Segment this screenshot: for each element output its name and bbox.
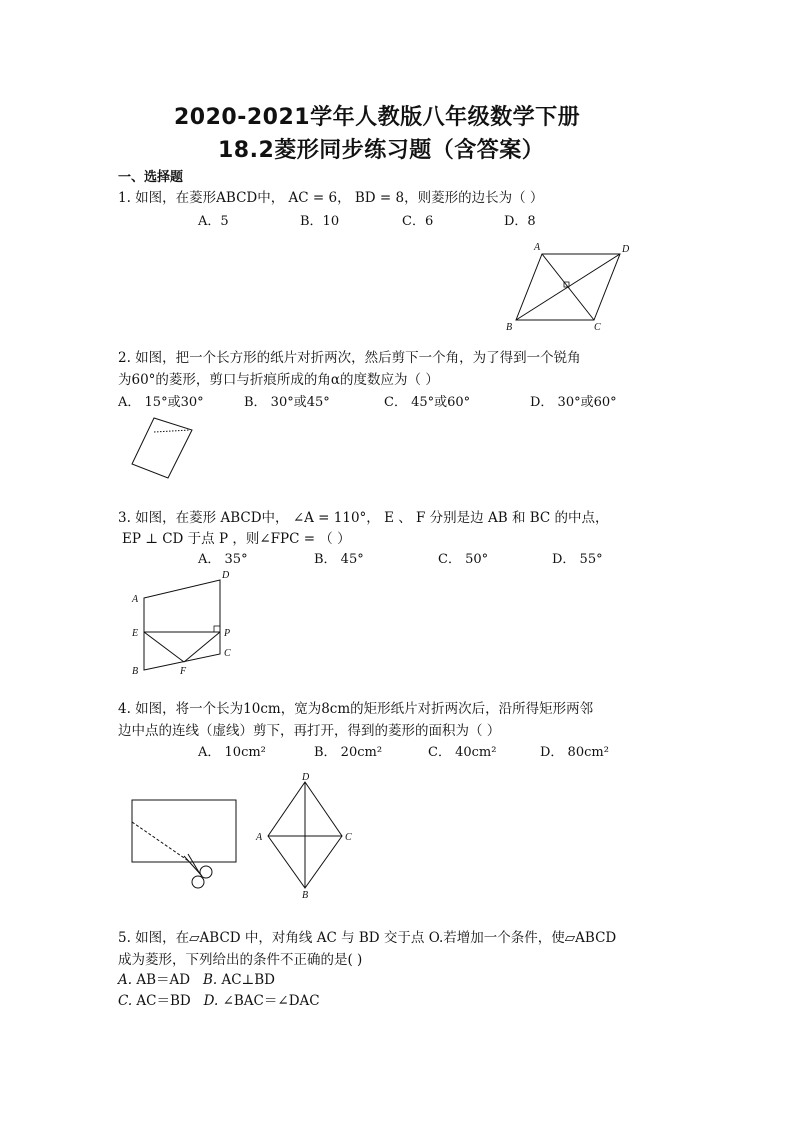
scissors-icon <box>200 866 212 878</box>
q1-option-a: A．5 <box>198 214 229 229</box>
q2-option-a: A． 15°或30° <box>118 395 204 410</box>
question-5-line1: 5. 如图，在▱ABCD 中，对角线 AC 与 BD 交于点 O.若增加一个条件，使▱ABCD <box>118 930 617 946</box>
q4-label-c: C <box>345 832 352 843</box>
page-subtitle: 18.2菱形同步练习题（含答案） <box>218 138 545 163</box>
q5-option-c-text: AC＝BD <box>132 993 191 1009</box>
q2-folded-paper-figure <box>126 412 198 484</box>
q3-label-d: D <box>222 570 230 581</box>
q1-label-a: A <box>534 242 541 253</box>
q4-label-d: D <box>302 772 310 783</box>
question-3-line1: 3. 如图，在菱形 ABCD中， ∠A = 110°， E 、 F 分别是边 AB 和 BC 的中点， <box>118 510 609 526</box>
q3-label-e: E <box>132 628 139 639</box>
q1-label-b: B <box>506 322 513 333</box>
question-5-line2: 成为菱形，下列给出的条件不正确的是( ) <box>118 952 363 968</box>
q5-option-d-text: ∠BAC＝∠DAC <box>218 993 320 1009</box>
q3-label-b: B <box>132 666 139 677</box>
q4-option-a: A． 10cm² <box>198 745 266 760</box>
q4-option-c: C． 40cm² <box>428 745 497 760</box>
question-4-line1: 4. 如图，将一个长为10cm，宽为8cm的矩形纸片对折两次后，沿所得矩形两邻 <box>118 701 594 717</box>
page-title: 2020-2021学年人教版八年级数学下册 <box>174 105 581 130</box>
question-3-line2: EP ⊥ CD 于点 P ，则∠FPC = （ ） <box>122 531 351 547</box>
q4-option-d: D． 80cm² <box>540 745 609 760</box>
q4-rectangle-scissors-figure <box>128 796 244 892</box>
question-1-text: 1. 如图，在菱形ABCD中， AC = 6， BD = 8，则菱形的边长为（ ） <box>118 190 544 206</box>
q2-option-d: D． 30°或60° <box>530 395 617 410</box>
q5-option-a-letter: A. <box>118 972 133 988</box>
q3-option-b: B． 45° <box>314 552 364 567</box>
q5-option-b-text: AC⊥BD <box>217 972 275 988</box>
question-2-line2: 为60°的菱形，剪口与折痕所成的角α的度数应为（ ） <box>118 372 439 388</box>
q5-option-d-letter: D. <box>203 993 219 1009</box>
q4-rhombus-figure <box>254 770 364 900</box>
q1-label-c: C <box>594 322 601 333</box>
q2-option-c: C． 45°或60° <box>384 395 471 410</box>
question-4-line2: 边中点的连线（虚线）剪下，再打开，得到的菱形的面积为（ ） <box>118 723 501 739</box>
q5-options-row2 <box>118 989 320 1009</box>
q3-label-p: P <box>224 628 231 639</box>
q5-option-a-text: AB＝AD <box>132 972 191 988</box>
q1-option-d: D．8 <box>504 214 536 229</box>
q3-option-a: A． 35° <box>198 552 248 567</box>
q3-rhombus-figure <box>128 566 240 678</box>
q5-option-c-letter: C. <box>118 993 133 1009</box>
q1-option-c: C．6 <box>402 214 434 229</box>
q1-rhombus-figure <box>500 238 640 334</box>
question-2-line1: 2. 如图，把一个长方形的纸片对折两次，然后剪下一个角，为了得到一个锐角 <box>118 350 581 366</box>
q4-label-b: B <box>302 890 309 900</box>
q5-options-row1 <box>118 968 275 988</box>
q3-option-c: C． 50° <box>438 552 489 567</box>
q4-label-a: A <box>256 832 263 843</box>
q3-option-d: D． 55° <box>552 552 603 567</box>
q3-label-f: F <box>180 666 187 677</box>
q5-option-b-letter: B. <box>202 972 218 988</box>
q1-option-b: B．10 <box>300 214 340 229</box>
q3-label-a: A <box>132 594 139 605</box>
q4-option-b: B． 20cm² <box>314 745 383 760</box>
q1-label-d: D <box>622 244 630 255</box>
q2-option-b: B． 30°或45° <box>244 395 330 410</box>
section-heading: 一、选择题 <box>118 170 184 185</box>
q3-label-c: C <box>224 648 231 659</box>
